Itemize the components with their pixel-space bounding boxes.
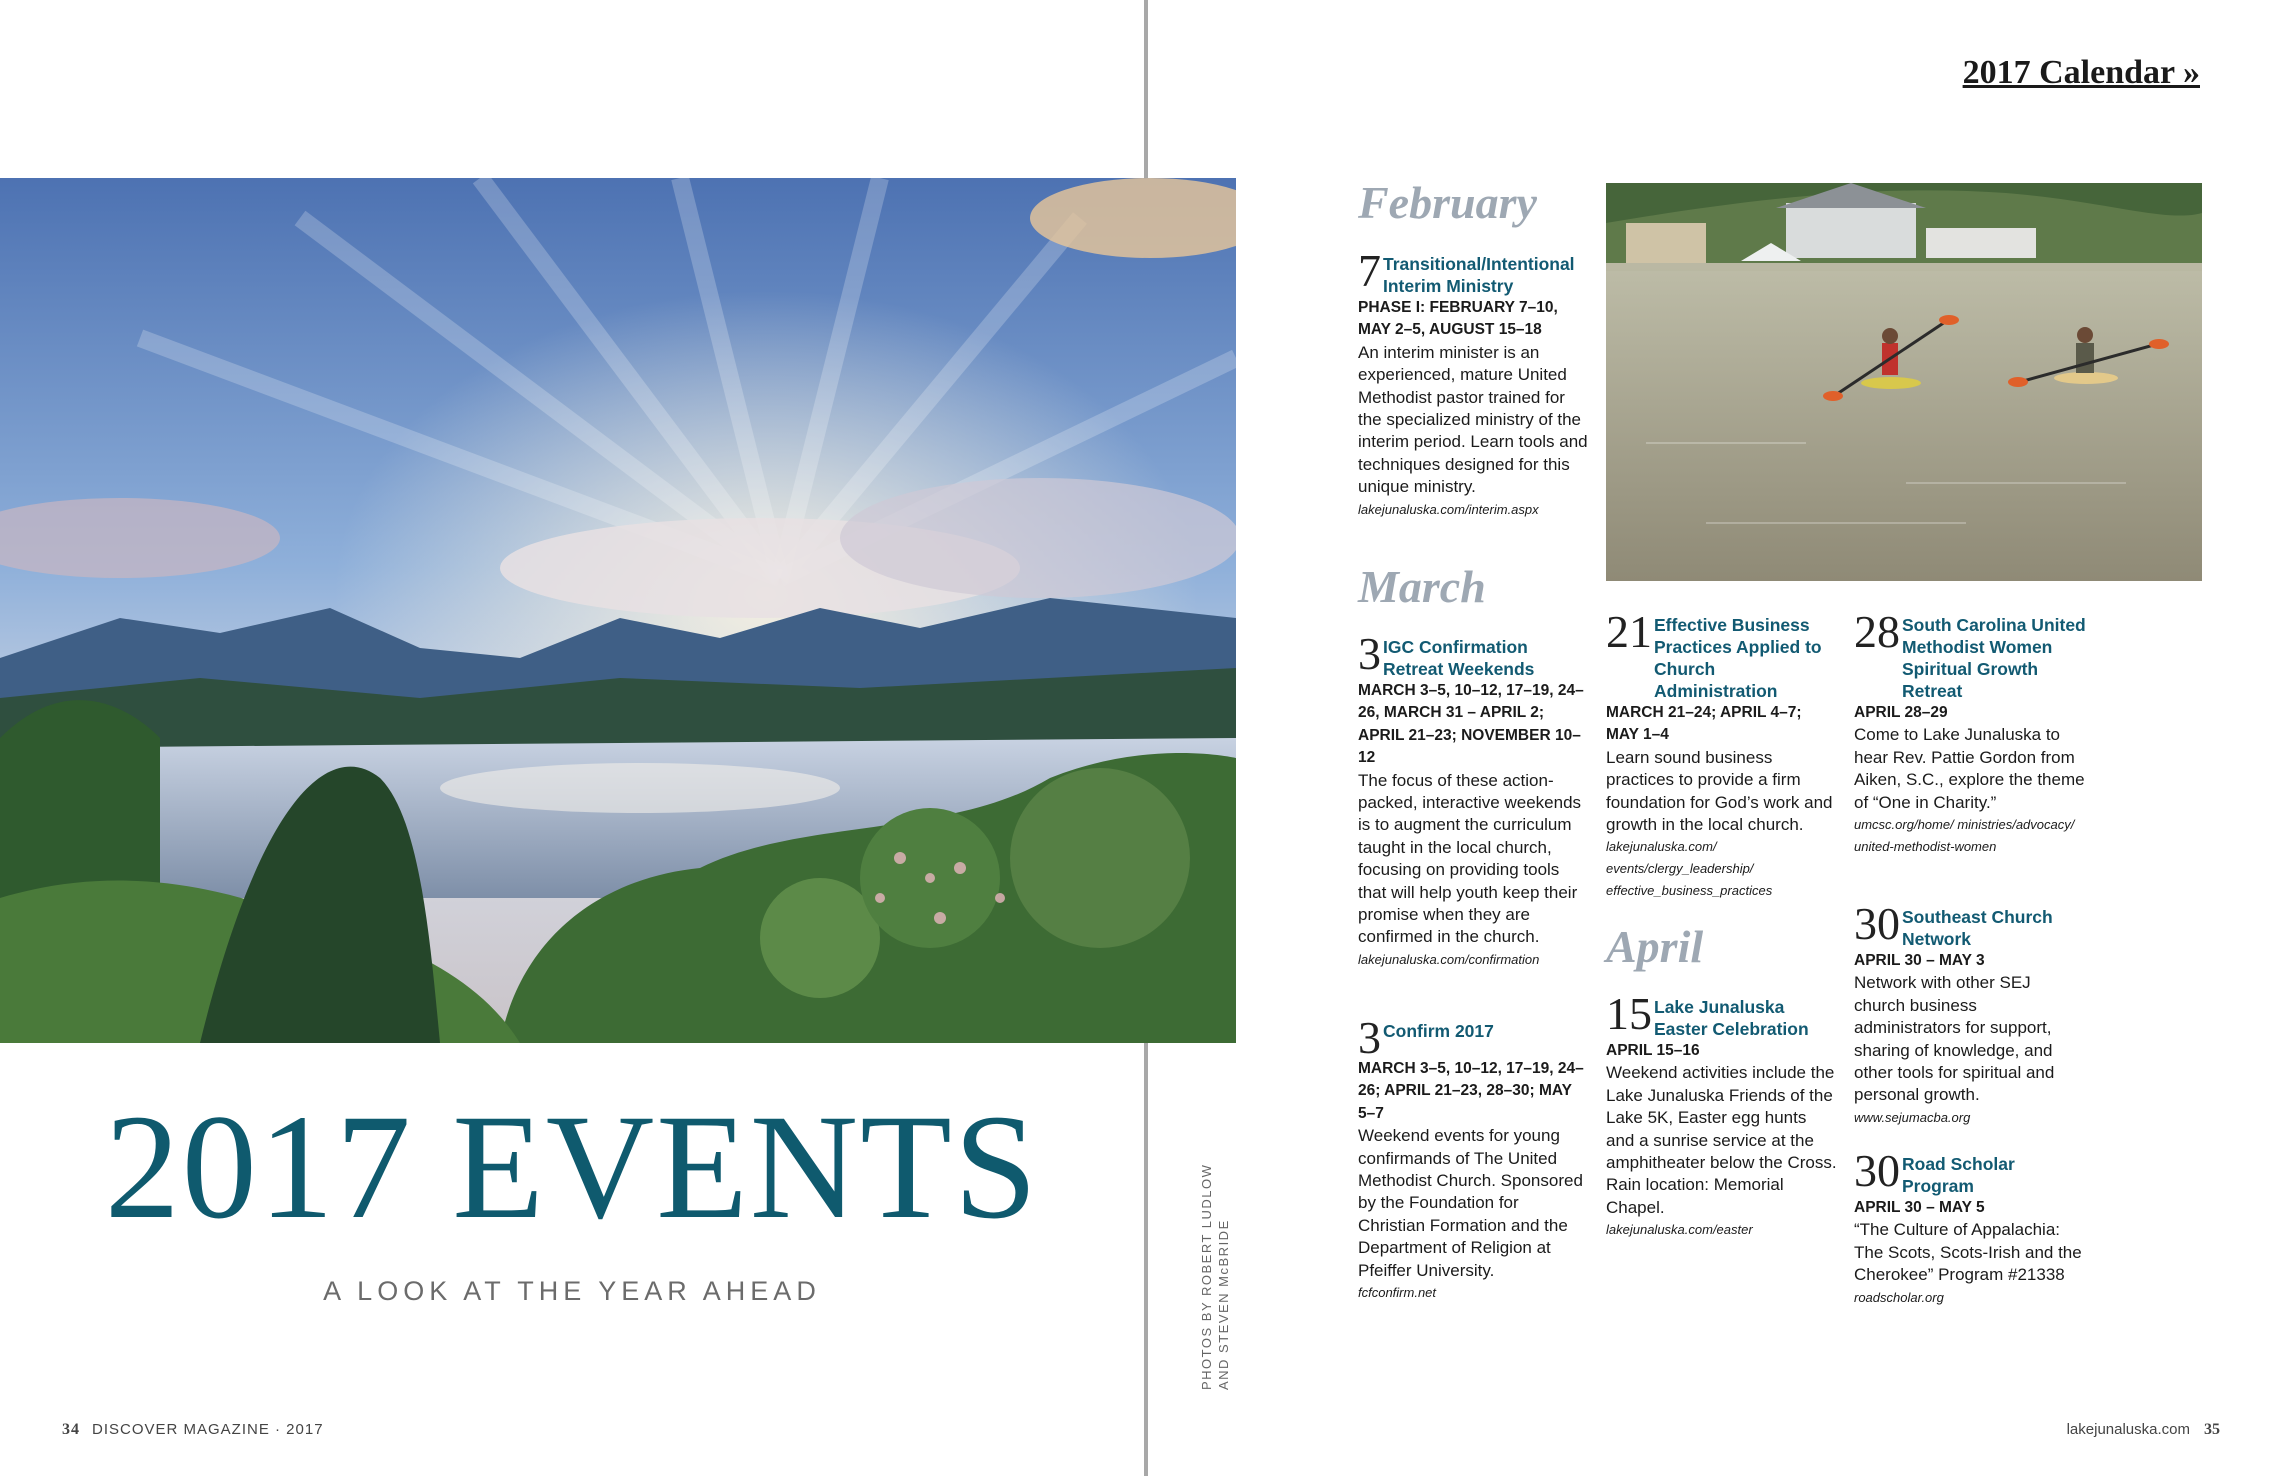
- event-title: Transitional/Intentional Interim Ministry: [1383, 254, 1575, 296]
- event-link[interactable]: fcfconfirm.net: [1358, 1285, 1437, 1301]
- photo-credit-line-1: PHOTOS BY ROBERT LUDLOW: [1199, 1163, 1214, 1390]
- event-day: 7: [1358, 245, 1381, 296]
- event-description: “The Culture of Appalachia: The Scots, Scots-Irish and the Cherokee” Program #21338: [1854, 1220, 2082, 1285]
- event-link[interactable]: lakejunaluska.com/ events/clergy_leadership/ effective_business_practices: [1606, 839, 1773, 899]
- event-title: Road Scholar Program: [1902, 1154, 2015, 1196]
- event-item: [1606, 606, 1838, 902]
- right-folio: [2067, 1421, 2220, 1439]
- event-item: [1854, 1145, 2086, 1309]
- event-day: 3: [1358, 628, 1381, 679]
- event-item: [1358, 628, 1590, 971]
- event-title: IGC Confirmation Retreat Weekends: [1383, 637, 1535, 679]
- event-link[interactable]: umcsc.org/home/ ministries/advocacy/ united-methodist-women: [1854, 817, 2075, 855]
- event-day: 21: [1606, 606, 1652, 657]
- event-description: Learn sound business practices to provide a firm foundation for God’s work and growth in the local church.: [1606, 747, 1833, 835]
- event-link[interactable]: lakejunaluska.com/confirmation: [1358, 951, 1540, 967]
- event-day: 3: [1358, 1012, 1381, 1063]
- right-footer-text[interactable]: lakejunaluska.com: [2066, 1421, 2190, 1438]
- month-heading-april: April: [1606, 921, 1704, 972]
- event-dates: MARCH 3–5, 10–12, 17–19, 24–26; APRIL 21–23, 28–30; MAY 5–7: [1358, 1060, 1584, 1122]
- month-heading-march: March: [1358, 561, 1486, 612]
- event-dates: MARCH 21–24; APRIL 4–7; MAY 1–4: [1606, 704, 1802, 744]
- event-title: Confirm 2017: [1383, 1021, 1494, 1041]
- event-dates: MARCH 3–5, 10–12, 17–19, 24–26, MARCH 31 – APRIL 2; APRIL 21–23; NOVEMBER 10–12: [1358, 682, 1584, 767]
- event-item: [1358, 245, 1590, 521]
- event-day: 30: [1854, 898, 1900, 949]
- event-link[interactable]: roadscholar.org: [1854, 1289, 1944, 1305]
- event-description: Come to Lake Junaluska to hear Rev. Pattie Gordon from Aiken, S.C., explore the theme of “One in Charity.”: [1854, 725, 2085, 812]
- event-title: Southeast Church Network: [1902, 907, 2053, 949]
- photo-credit: [1198, 1160, 1232, 1390]
- left-folio: [62, 1421, 324, 1439]
- event-day: 30: [1854, 1145, 1900, 1196]
- photo-credit-line-2: AND STEVEN McBRIDE: [1216, 1219, 1231, 1390]
- event-dates: APRIL 28–29: [1854, 704, 1948, 721]
- event-item: [1854, 606, 2086, 858]
- event-dates: PHASE I: FEBRUARY 7–10, MAY 2–5, AUGUST 15–18: [1358, 299, 1558, 339]
- event-dates: APRIL 30 – MAY 3: [1854, 952, 1985, 969]
- page-title: 2017 EVENTS: [104, 1084, 1040, 1250]
- page-subtitle: A LOOK AT THE YEAR AHEAD: [323, 1276, 821, 1306]
- event-item: [1358, 1012, 1590, 1304]
- event-link[interactable]: lakejunaluska.com/interim.aspx: [1358, 501, 1539, 517]
- lake-sunset-photo: [0, 178, 1236, 1043]
- kayakers-photo: [1606, 183, 2202, 581]
- month-heading-february: February: [1358, 177, 1537, 228]
- event-link[interactable]: lakejunaluska.com/easter: [1606, 1222, 1753, 1238]
- event-description: The focus of these action-packed, interactive weekends is to augment the curriculum taught in the local church, focusing on providing tools that will help youth keep their promise when they are confirmed in the church.: [1358, 770, 1582, 947]
- event-day: 28: [1854, 606, 1900, 657]
- event-description: Network with other SEJ church business administrators for support, sharing of knowledge, and other tools for spiritual and personal growth.: [1854, 973, 2055, 1105]
- event-title: Lake Junaluska Easter Celebration: [1654, 997, 1809, 1039]
- calendar-link[interactable]: 2017 Calendar »: [1962, 54, 2200, 91]
- left-page-number: 34: [62, 1421, 80, 1438]
- event-description: An interim minister is an experienced, mature United Methodist pastor trained for the specialized ministry of the interim period. Learn tools and techniques designed for this unique ministry.: [1358, 342, 1588, 497]
- event-item: [1606, 988, 1838, 1241]
- event-dates: APRIL 30 – MAY 5: [1854, 1199, 1985, 1216]
- event-title: Effective Business Practices Applied to Church Administration: [1654, 615, 1822, 701]
- event-dates: APRIL 15–16: [1606, 1042, 1700, 1059]
- event-description: Weekend events for young confirmands of The United Methodist Church. Sponsored by the Foundation for Christian Formation and the Department of Religion at Pfeiffer University.: [1358, 1126, 1583, 1280]
- event-item: [1854, 898, 2086, 1129]
- event-description: Weekend activities include the Lake Junaluska Friends of the Lake 5K, Easter egg hunts and a sunrise service at the amphitheater below the Cross. Rain location: Memorial Chapel.: [1606, 1063, 1837, 1217]
- event-day: 15: [1606, 988, 1652, 1039]
- event-link[interactable]: www.sejumacba.org: [1854, 1109, 1971, 1125]
- left-footer-text: DISCOVER MAGAZINE · 2017: [92, 1421, 324, 1438]
- event-title: South Carolina United Methodist Women Spiritual Growth Retreat: [1902, 615, 2086, 701]
- right-page-number: 35: [2204, 1421, 2220, 1438]
